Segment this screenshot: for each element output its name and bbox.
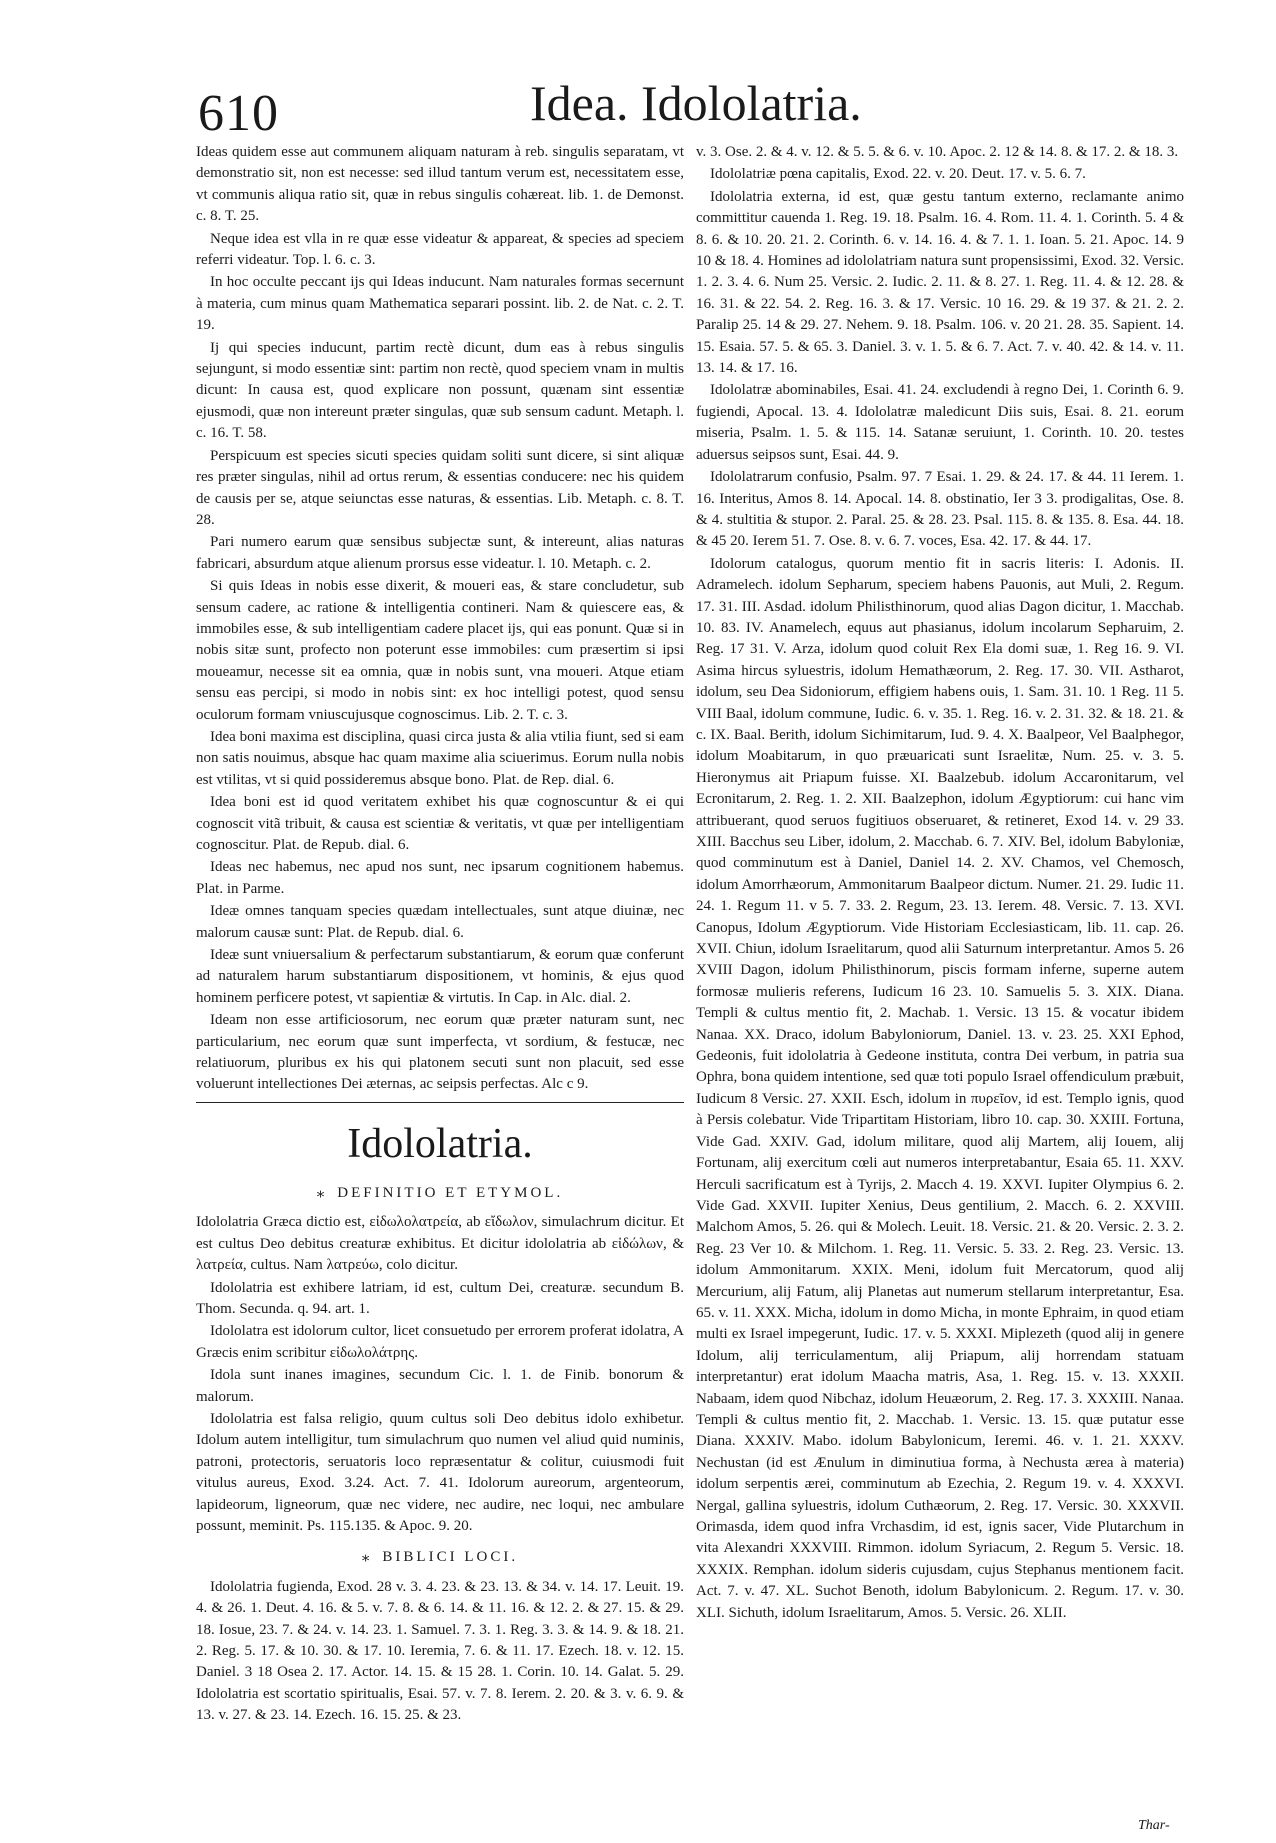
idea-paragraph: Ideas quidem esse aut communem aliquam naturam à reb. singulis separatam, vt demonstratio sit, non est necesse: sed illud tantum verum est, necessitatem esse, vt communis aliqua ratio sit, quæ in rebus singulis cohæreat. lib. 1. de Demonst. c. 8. T. 25. <box>196 144 684 225</box>
definition-paragraph: Idola sunt inanes imagines, secundum Cic. l. 1. de Finib. bonorum & malorum. <box>196 1367 684 1405</box>
idea-paragraph: Ij qui species inducunt, partim rectè dicunt, dum eas à rebus singulis sejungunt, si modo essentiæ sint: partim non rectè, quod speciem vnam in multis dicunt: In causa est, quod explicare non possunt, quænam sint essentiæ ejusmodi, quæ non intereunt præter singulas, quæ sub sensum cadunt. Metaph. l. c. 16. T. 58. <box>196 339 684 442</box>
idea-paragraph: Pari numero earum quæ sensibus subjectæ sunt, & intereunt, alias naturas fabricari, absurdum atque alienum prorsus esse videatur. l. 10. Metaph. c. 2. <box>196 534 684 572</box>
idea-paragraph: Neque idea est vlla in re quæ esse videatur & appareat, & species ad speciem referri videatur. Top. l. 6. c. 3. <box>196 230 684 269</box>
idea-paragraph: Ideas nec habemus, nec apud nos sunt, nec ipsarum cognitionem habemus. Plat. in Parme. <box>196 859 684 897</box>
definition-paragraph: Idololatria est exhibere latriam, id est, cultum Dei, creaturæ. secundum B. Thom. Secunda. q. 94. art. 1. <box>196 1279 684 1317</box>
idea-paragraph: Ideam non esse artificiosorum, nec eorum quæ præter naturam sunt, nec particularium, nec eorum quæ sunt imperfecta, vt sordium, & festucæ, nec relatiuorum, pluribus ex his qui platonem secuti sunt non placuit, sed esse voluerunt intellectiones Dei æternas, ac seipsis perfectas. Alc c 9. <box>196 1012 684 1093</box>
idea-paragraph: Si quis Ideas in nobis esse dixerit, & moueri eas, & stare concludetur, sub sensum cadere, ac ratione & intelligentia contineri. Nam & quiescere eas, & immobiles esse, & sub intelligentiam cadere placet ijs, qui eas ponunt. Quæ si in nobis sitæ sunt, profecto non poterunt esse immobiles: cum præsertim si ipsi moueamur, necesse sit ea omnia, quæ in nobis sunt, vna moueri. Atque etiam sensu eas percipi, si modo in nobis sint: ex hoc intelligi potest, quod sensu oculorum formam vniuscujusque cognoscimus. Lib. 2. T. c. 3. <box>196 578 684 723</box>
idea-paragraph: Ideæ omnes tanquam species quædam intellectuales, sunt atque diuinæ, nec malorum causæ sunt: Plat. de Repub. dial. 6. <box>196 903 684 941</box>
catchword: Thar- <box>1138 1818 1170 1833</box>
idea-paragraph: Idea boni est id quod veritatem exhibet his quæ cognoscuntur & ei qui cognoscit vitã tribuit, & causa est scientiæ & veritatis, vt quæ per intelligentiam cognoscitur. Plat. de Repub. dial. 6. <box>196 794 684 853</box>
subheading-biblici: ⁎ BIBLICI LOCI. <box>361 1549 519 1566</box>
biblici-paragraph: Idololatria fugienda, Exod. 28 v. 3. 4. 23. & 23. 13. & 34. v. 14. 17. Leuit. 19. 4. & 26. 1. Deut. 4. 16. & 5. v. 7. 8. & 6. 14. & 11. 16. & 12. 2. & 27. 15. & 29. 18. Iosue, 23. 7. & 24. v. 14. 23. 1. Samuel. 7. 3. 1. Reg. 3. 3. & 14. 9. & 18. 21. 2. Reg. 5. 17. & 10. 30. & 17. 10. Ieremia, 7. 6. & 11. 17. Ezech. 18. v. 12. 15. Daniel. 3 18 Osea 2. 17. Actor. 14. 15. & 15 28. 1. Corin. 10. 14. Galat. 5. 29. Idololatria est scortatio spiritualis, Esai. 57. v. 7. 8. Ierem. 2. 20. & 3. v. 6. 9. & 13. v. 27. & 23. 14. Ezech. 16. 15. 25. & 23. <box>196 1578 684 1724</box>
section-divider <box>196 1102 684 1103</box>
right-paragraph: Idololatriæ pœna capitalis, Exod. 22. v. 20. Deut. 17. v. 5. 6. 7. <box>710 166 1086 183</box>
right-paragraph: v. 3. Ose. 2. & 4. v. 12. & 5. 5. & 6. v. 10. Apoc. 2. 12 & 14. 8. & 17. 2. & 18. 3. <box>696 144 1179 160</box>
subheading-definitio: ⁎ DEFINITIO ET ETYMOL. <box>316 1184 564 1201</box>
definition-paragraph: Idololatra est idolorum cultor, licet consuetudo per errorem proferat idolatra, A Græcis enim scribitur εἰδωλολάτρης. <box>196 1323 684 1361</box>
right-column <box>696 142 1184 1625</box>
pilcrow-icon: ⁎ <box>316 1184 328 1201</box>
idea-paragraph: In hoc occulte peccant ijs qui Ideas inducunt. Nam naturales formas secernunt à materia, cum minus quam Mathematica separari possint. lib. 2. de Nat. c. 2. T. 19. <box>196 274 684 334</box>
right-paragraph: Idololatria externa, id est, quæ gestu tantum externo, reclamante animo committitur cauenda 1. Reg. 19. 18. Psalm. 16. 4. Rom. 11. 4. 1. Corinth. 5. 4 & 8. 6. & 10. 20. 21. 2. Corinth. 6. v. 14. 16. 4. & 7. 1. 1. Ioan. 5. 21. Apoc. 14. 9 10 & 18. 4. Homines ad idololatriam natura sunt propensissimi, Exod. 32. Versic. 1. 2. 3. 4. 6. Num 25. Versic. 2. Iudic. 2. 11. & 8. 27. 1. Reg. 11. 4. & 12. 28. & 16. 31. & 22. 54. 2. Reg. 16. 3. & 17. Versic. 10 16. 29. & 19 37. & 21. 2. 2. Paralip 25. 14 & 29. 27. Nehem. 9. 18. Psalm. 106. v. 20 21. 28. 35. Sapient. 14. 15. Esaia. 57. 5. & 65. 3. Daniel. 3. v. 1. 5. & 6. 7. Act. 7. v. 40. 42. & 14. v. 11. 13. 14. & 17. 16. <box>696 188 1184 377</box>
pilcrow-icon: ⁎ <box>361 1549 373 1566</box>
running-head: Idea. Idololatria. <box>530 75 862 131</box>
idea-paragraph: Idea boni maxima est disciplina, quasi circa justa & alia vtilia fiunt, sed si eam non satis nouimus, absque hac quam maxime alia sciuerimus. Eorum nulla nobis est vtilitas, vt si quid possideremus absque bono. Plat. de Rep. dial. 6. <box>196 728 684 788</box>
idea-paragraph: Perspicuum est species sicuti species quidam soliti sunt dicere, si sint aliquæ res præter singulas, nihil ad ortus rerum, & essentias conducere: nec his quidem de causis per se, atque seiunctas esse naturas, & essentias. Lib. Metaph. c. 8. T. 28. <box>196 447 684 528</box>
idea-paragraph: Ideæ sunt vniuersalium & perfectarum substantiarum, & eorum quæ conferunt ad naturalem harum substantiarum dispositionem, vt hominis, & ejus quod hominem perficere potest, vt sapientiæ & virtutis. In Cap. in Alc. dial. 2. <box>196 947 684 1006</box>
page-number: 610 <box>198 85 279 142</box>
left-column <box>196 142 684 1728</box>
section-title: Idololatria. <box>347 1120 533 1167</box>
idol-catalogue-paragraph: Idolorum catalogus, quorum mentio fit in sacris literis: I. Adonis. II. Adramelech. idolum Sepharum, speciem habens Pauonis, aut Muli, 2. Regum. 17. 31. III. Asdad. idolum Philisthinorum, quod alias Dagon dicitur, 1. Macchab. 10. 83. IV. Anamelech, equus aut phasianus, idolum incolarum Sepharuim, 2. Reg. 17 31. V. Arza, idolum quod coluit Rex Ela domi suæ, 1. Reg 16. 9. VI. Asima hircus syluestris, idolum Hemathæorum, 2. Reg. 17. 30. VII. Astharot, idolum, seu Dea Sidoniorum, effigiem habens ouis, 1. Sam. 31. 10. 1 Reg. 11 5. VIII Baal, idolum commune, Iudic. 6. v. 35. 1. Reg. 16. v. 2. 31. 32. & 18. 21. & c. IX. Baal. Berith, idolum Sichimitarum, Iud. 9. 4. X. Baalpeor, Vel Baalphegor, idolum Moabitarum, in quo præuaricati sunt Israelitæ, Num. 25. v. 3. 5. Hieronymus ait Priapum fuisse. XI. Baalzebub. idolum Accaronitarum, vel Ecronitarum, 2. Reg. 1. 2. XII. Baalzephon, idolum Ægyptiorum: cui hanc vim attribuerant, quod seruos fugitiuos obseruaret, & retineret, Exod 14. v. 29 33. XIII. Bacchus seu Liber, idolum, 2. Macchab. 6. 7. XIV. Bel, idolum Babyloniæ, quod comminutum est à Daniel, Daniel 14. 2. XV. Chamos, vel Chemosch, idolum Amorrhæorum, Ammonitarum Baalpeor dictum. Numer. 21. 29. Iudic 11. 24. 1. Regum 11. v 5. 7. 33. 2. Regum, 23. 13. Ierem. 48. Versic. 7. 13. XVI. Canopus, Idolum Ægyptiorum. Vide Historiam Ecclesiasticam, lib. 11. cap. 26. XVII. Chiun, idolum Israelitarum, quod alii Saturnum interpretantur. Amos 5. 26 XVIII Dagon, idolum Philisthinorum, piscis formam inferne, superne autem formosæ mulieris referens, Iudicum 16 23. 10. Samuelis 5. 3. XIX. Diana. Templi & cultus mentio fit, 2. Machab. 1. Versic. 13 15. & vocatur ibidem Nanaa. XX. Draco, idolum Babyloniorum, Daniel. 13. v. 23. 25. XXI Ephod, Gedeonis, fuit idololatria à Gedeone instituta, contra Dei verbum, in patria sua Ophra, bona quidem intentione, sed quæ toti populo Israel offendiculum præbuit, Iudicum 8 Versic. 27. XXII. Esch, idolum in πυρεῖον, id est. Templo ignis, quod à Persis colebatur. Vide Tripartitam Historiam, libro 10. cap. 30. XXIII. Fortuna, Vide Gad. XXIV. Gad, idolum militare, quod alij Martem, alij Iouem, alij Fortunam, alij exercitum cœli aut numeros interpretabantur, Esaia 65. 11. XXV. Herculi sacrificatum est à Tyrijs, 2. Macch 4. 19. XXVI. Iupiter Olympius 6. 2. Vide Gad. XXVII. Iupiter Xenius, Deus gentilium, 2. Macch. 6. 2. XXVIII. Malchom Amos, 5. 26. qui & Molech. Leuit. 18. Versic. 21. & 20. Versic. 2. 3. 2. Reg. 23 Ver 10. & Milchom. 1. Reg. 11. Versic. 5. 33. 2. Reg. 23. Versic. 13. idolum Ammonitarum. XXIX. Meni, idolum fuit Mercatorum, quod alij Mercurium, alij Fatum, alij Planetas aut numerum stellarum interpretantur, Esa. 65. v. 11. XXX. Micha, idolum in domo Micha, in monte Ephraim, in quod etiam multi ex Israel impegerunt, Iudic. 17. v. 5. XXXI. Miplezeth (quod alij in genere Idolum, alij terriculamentum, alij Priapum, alij horrendam statuam interpretantur) erat idolum Maacha matris, Asa, 1. Reg. 15. v. 13. XXXII. Nabaam, idem quod Nibchaz, idolum Heuæorum, 2. Reg. 17. 3. XXXIII. Nanaa. Templi & cultus mentio fit, 2. Macchab. 1. Versic. 13. 15. quæ putatur esse Diana. XXXIV. Mabo. idolum Babylonicum, Ieremi. 46. v. 1. 21. XXXV. Nechustan (id est Ænulum in diminutiua forma, à Nechusta ærea à materia) idolum serpentis ærei, comminutum ab Ezechia, 2. Regum 19. v. 4. XXXVI. Nergal, gallina syluestris, idolum Cuthæorum, 2. Reg. 17. Versic. 30. XXXVII. Orimasda, idem quod infra Vrchasdim, id est, ignis sacer, Vide Plutarchum in vita Alexandri XXXVIII. Rimmon. idolum Syriacum, 2. Regum 5. Versic. 18. XXXIX. Remphan. idolum sideris cujusdam, cujus Stephanus mentionem facit. Act. 7. v. 47. XL. Suchot Benoth, idolum Babylonicum. 2. Regum. 17. v. 30. XLI. Sichuth, idolum Israelitarum, Amos. 5. Versic. 26. XLII. <box>696 555 1184 1621</box>
definition-paragraph: Idololatria Græca dictio est, εἰδωλολατρεία, ab εἴδωλον, simulachrum dicitur. Et est cultus Deo debitus creaturæ exhibitus. Et dicitur idololatria ab εἰδώλων, & λατρεία, cultus. Nam λατρεύω, colo dicitur. <box>196 1214 685 1274</box>
definition-paragraph: Idololatria est falsa religio, quum cultus soli Deo debitus idolo exhibetur. Idolum autem intelligitur, tum simulachrum quo numen vel aliud quid numinis, patroni, protectoris, seruatoris loco repræsentatur & colitur, cuiusmodi fuit vitulus aureus, Exod. 3.24. Act. 7. 41. Idolorum aureorum, argenteorum, lapideorum, ligneorum, quæ nec videre, nec audire, nec loqui, nec ambulare possunt, meminit. Ps. 115.135. & Apoc. 9. 20. <box>196 1410 684 1534</box>
right-paragraph: Idololatræ abominabiles, Esai. 41. 24. excludendi à regno Dei, 1. Corinth 6. 9. fugiendi, Apocal. 13. 4. Idololatræ maledicunt Diis suis, Esai. 8. 21. eorum miseria, Psalm. 1. 5. & 115. 14. Satanæ seruiunt, 1. Corinth. 10. 20. testes aduersus seipsos sunt, Esai. 44. 9. <box>696 382 1184 463</box>
right-paragraph: Idololatrarum confusio, Psalm. 97. 7 Esai. 1. 29. & 24. 17. & 44. 11 Ierem. 1. 16. Interitus, Amos 8. 14. Apocal. 14. 8. obstinatio, Ier 3 3. prodigalitas, Ose. 8. & 4. stultitia & stupor. 2. Paral. 25. & 28. 23. Psal. 115. 8. & 135. 8. Esa. 44. 18. & 45 20. Ierem 51. 7. Ose. 8. v. 6. 7. voces, Esa. 42. 17. & 44. 17. <box>696 469 1184 550</box>
